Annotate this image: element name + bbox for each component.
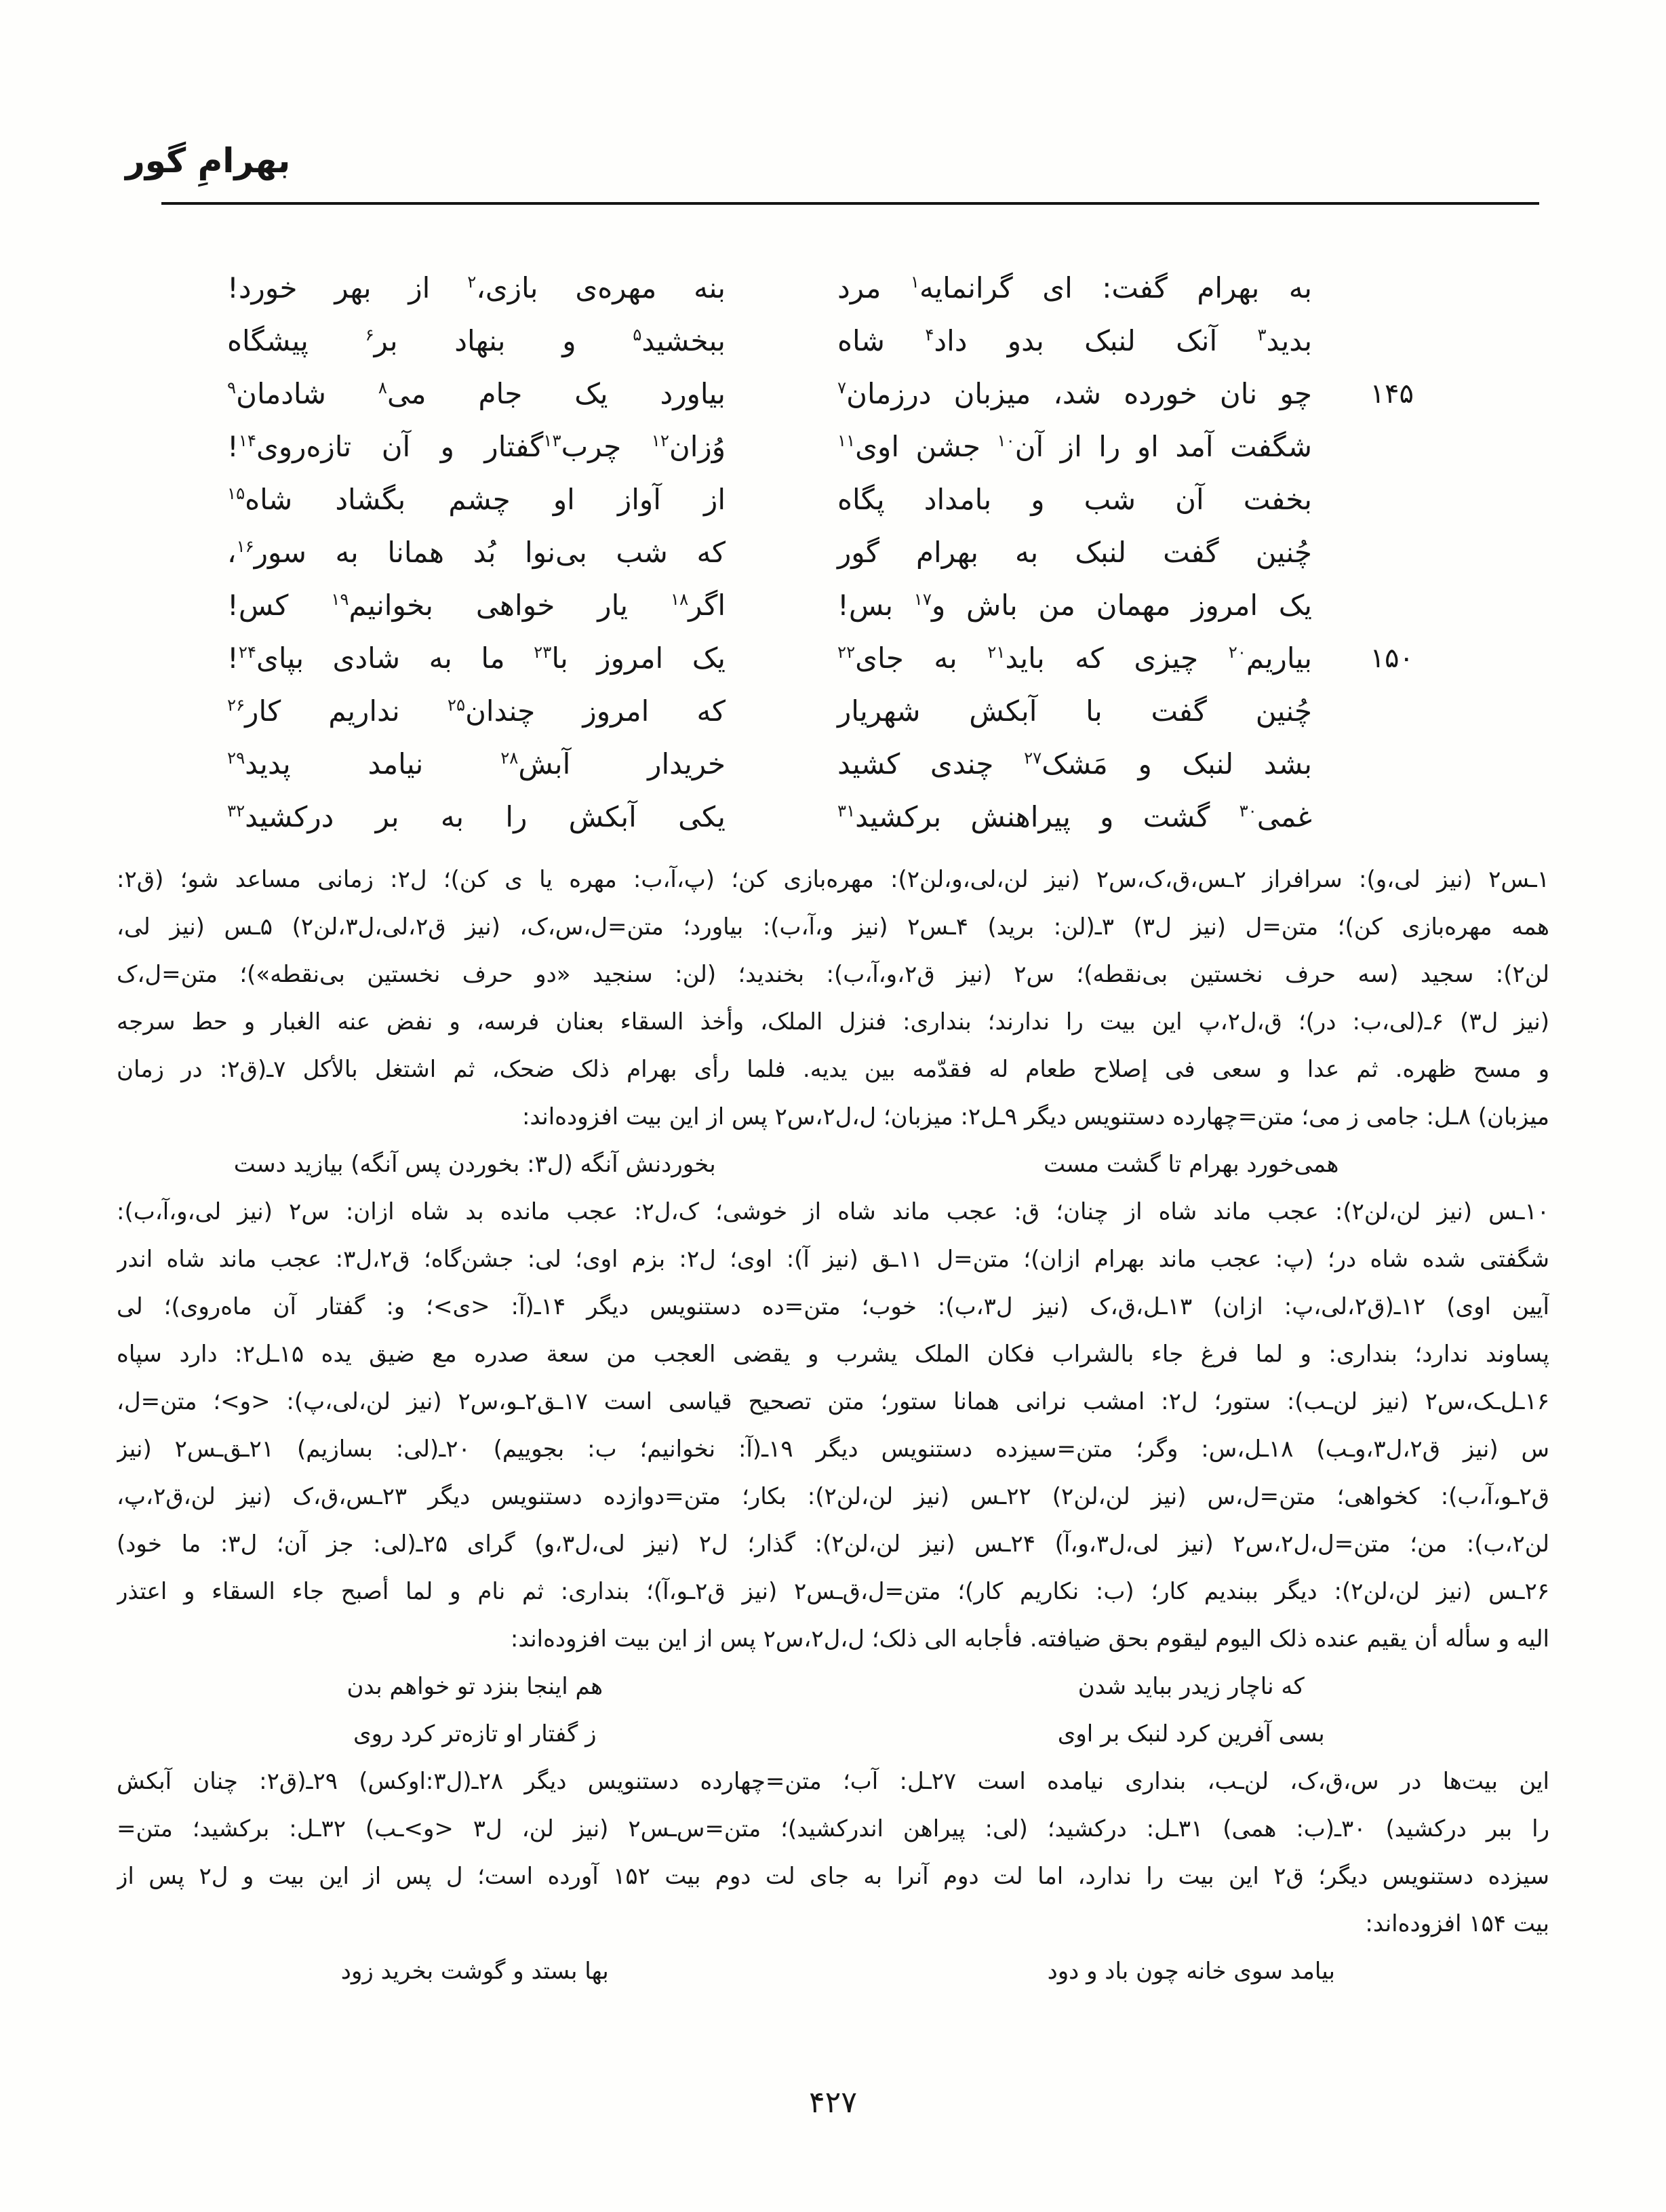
- apparatus-line: آیین اوی) ۱۲ـ(ق۲،لی،پ: ازان) ۱۳ـل،ق،ک (نیز ل۳،ب): خوب؛ متن=ده دستنویس دیگر ۱۴ـ(آ: <ی>؛ و: گفتار آن ماه‌روی)؛ لی: [117, 1293, 1549, 1320]
- apparatus-line: را ببر درکشید) ۳۰ـ(ب: همی) ۳۱ـل: درکشید؛ (لی: پیراهن اندرکشید)؛ متن=س‌ـس۲ (نیز لن، ل۳ <و>ـب) ۳۲ـل: برکشید؛ متن=: [117, 1815, 1549, 1842]
- page-number: ۴۲۷: [809, 2085, 857, 2120]
- header-rule: [161, 202, 1539, 205]
- apparatus-line: ۱۰ـس (نیز لن،لن۲): عجب ماند شاه از چنان؛ ق: عجب ماند شاه از خوشی؛ ک،ل۲: عجب مانده بد شاه ازان: س۲ (نیز لی،و،آ،ب):: [117, 1198, 1549, 1225]
- apparatus-line: الیه و سأله أن یقیم عنده ذلک الیوم لیقوم بحق ضیافته. فأجابه الی ذلک؛ ل،ل۲،س۲ پس از این بیت افزوده‌اند:: [510, 1625, 1549, 1653]
- apparatus-verse-left: بخوردنش آنگه (ل۳: بخوردن پس آنگه) بیازید دست: [233, 1151, 716, 1178]
- apparatus-line: لن۲،ب): من؛ متن=ل،ل۲،س۲ (نیز لی،ل۳،و،آ) ۲۴ـس (نیز لن،لن۲): گذار؛ ل۲ (نیز لی،ل۳،و) گرای ۲۵ـ(لی: جز آن؛ ل۳: ما خود): [117, 1530, 1549, 1558]
- apparatus-verse-right: همی‌خورد بهرام تا گشت مست: [1044, 1151, 1339, 1178]
- apparatus-line: ۱۶ـل‌ـک،س۲ (نیز لن‌ـب): ستور؛ ل۲: امشب نرانی همانا ستور؛ متن تصحیح قیاسی است ۱۷ـق۲ـو،س۲ (نیز لن،لی،پ): <و>؛ متن=ل،: [117, 1388, 1549, 1415]
- apparatus-verse-left: بها بستد و گوشت بخرید زود: [340, 1958, 609, 1985]
- hemistich-left: بیاورد یک جام می$^۸$ شادمان$^۹$: [227, 376, 726, 410]
- apparatus-verse-right: که ناچار زیدر بباید شدن: [1077, 1673, 1305, 1700]
- apparatus-verse-right: بسی آفرین کرد لنبک بر اوی: [1057, 1720, 1325, 1747]
- verse-row: [227, 632, 1414, 685]
- hemistich-right: بشد لنبک و مَشک$^{۲۷}$ چندی کشید: [837, 747, 1312, 781]
- apparatus-inserted-verse: [117, 1141, 1549, 1188]
- apparatus-line: میزبان) ۸ـل: جامی ز می؛ متن=چهارده دستنویس دیگر ۹ـل۲: میزبان؛ ل،ل۲،س۲ پس از این بیت افزوده‌اند:: [521, 1103, 1549, 1130]
- apparatus-inserted-verse: [117, 1663, 1549, 1710]
- verse-row: [227, 368, 1414, 420]
- apparatus-line: ۱ـس۲ (نیز لی،و): سرافراز ۲ـس،ق،ک،س۲ (نیز لن،لی،و،لن۲): مهره‌بازی کن؛ (پ،آ،ب: مهره یا ی کن)؛ ل۲: زمانی مساعد شو؛ (ق۲:: [117, 866, 1549, 893]
- hemistich-left: که شب بی‌نوا بُد همانا به سور$^{۱۶}$،: [227, 535, 726, 569]
- hemistich-right: یک امروز مهمان من باش و$^{۱۷}$ بس!: [837, 588, 1312, 622]
- hemistich-left: یک امروز با$^{۲۳}$ ما به شادی بپای$^{۲۴}$!: [227, 641, 726, 675]
- verse-row: [227, 738, 1414, 791]
- hemistich-right: بدید$^۳$ آنک لنبک بدو داد$^۴$ شاه: [837, 323, 1313, 357]
- apparatus-line: شگفتی شده شاه در؛ (پ: عجب ماند بهرام ازان)؛ متن=ل ۱۱ـق (نیز آ): اوی؛ ل۲: بزم اوی؛ لی: جشن‌گاه؛ ق۲،ل۳: عجب ماند شاه اندر: [117, 1246, 1549, 1273]
- hemistich-left: یکی آبکش را به بر درکشید$^{۳۲}$: [227, 799, 726, 833]
- hemistich-left: که امروز چندان$^{۲۵}$ نداریم کار$^{۲۶}$: [227, 694, 726, 728]
- verse-number: ۱۴۵: [1370, 378, 1414, 410]
- poem-block: [227, 262, 1414, 844]
- apparatus-verse-left: هم اینجا بنزد تو خواهم بدن: [346, 1673, 603, 1700]
- verse-row: [227, 262, 1414, 315]
- verse-number: ۱۵۰: [1370, 643, 1414, 674]
- verse-row: [227, 315, 1414, 368]
- apparatus-line: پساوند ندارد؛ بنداری: و لما فرغ جاء بالشراب فکان الملک یشرب و یقضی العجب من سعة صدره مع ضیق یده ۱۵ـل۲: دارد سپاه: [117, 1341, 1549, 1368]
- hemistich-right: بخفت آن شب و بامداد پگاه: [837, 482, 1312, 516]
- hemistich-right: چُنین گفت با آبکش شهریار: [837, 694, 1312, 728]
- verse-row: [227, 526, 1414, 579]
- apparatus-line: ق۲ـو،آ،ب): کخواهی؛ متن=ل،س (نیز لن،لن۲) ۲۲ـس (نیز لن،لن۲): بکار؛ متن=دوازده دستنویس دیگر ۲۳ـس،ق،ک (نیز لن،ق۲،پ،: [117, 1483, 1549, 1510]
- hemistich-left: ببخشید$^۵$ و بنهاد بر$^۶$ پیشگاه: [227, 323, 726, 357]
- verse-row: [227, 791, 1414, 844]
- apparatus-inserted-verse: [117, 1948, 1549, 1995]
- apparatus-line: سیزده دستنویس دیگر؛ ق۲ این بیت را ندارد، اما لت دوم آنرا به جای لت دوم بیت ۱۵۲ آورده است؛ ل پس از این بیت و ل۲ پس از: [117, 1863, 1549, 1890]
- apparatus-verse-left: ز گفتار او تازه‌تر کرد روی: [353, 1720, 597, 1747]
- verse-row: [227, 420, 1414, 473]
- hemistich-right: چو نان خورده شد، میزبان درزمان$^۷$: [837, 376, 1312, 410]
- hemistich-left: اگر$^{۱۸}$ یار خواهی بخوانیم$^{۱۹}$ کس!: [227, 588, 726, 622]
- hemistich-left: بنه مهره‌ی بازی،$^۲$ از بهر خورد!: [227, 271, 726, 304]
- apparatus-line: همه مهره‌بازی کن)؛ متن=ل (نیز ل۳) ۳ـ(لن: برید) ۴ـس۲ (نیز و،آ،ب): بیاورد؛ متن=ل،س،ک، (نیز ق۲،لی،ل۳،لن۲) ۵ـس (نیز لی،: [117, 913, 1549, 941]
- hemistich-right: غمی$^{۳۰}$ گشت و پیراهنش برکشید$^{۳۱}$: [837, 799, 1312, 833]
- apparatus-line: ۲۶ـس (نیز لن،لن۲): دیگر ببندیم کار؛ (ب: نکاریم کار)؛ متن=ل،ق‌ـس۲ (نیز ق۲ـو،آ)؛ بنداری: ثم نام و لما أصبح جاء السقاء و اعتذر: [117, 1578, 1549, 1605]
- apparatus-line: این بیت‌ها در س،ق،ک، لن‌ـب، بنداری نیامده است ۲۷ـل: آب؛ متن=چهارده دستنویس دیگر ۲۸ـ(ل۳:اوکس) ۲۹ـ(ق۲: چنان آبکش: [117, 1768, 1549, 1795]
- hemistich-right: شگفت آمد او را از آن$^{۱۰}$ جشن اوی$^{۱۱}$: [837, 429, 1312, 463]
- hemistich-left: وُزان$^{۱۲}$ چرب$^{۱۳}$گفتار و آن تازه‌روی$^{۱۴}$!: [227, 429, 726, 463]
- verse-row: [227, 579, 1414, 632]
- running-head-title: بهرامِ گور: [125, 141, 291, 180]
- apparatus-line: بیت ۱۵۴ افزوده‌اند:: [1365, 1910, 1549, 1937]
- apparatus-line: (نیز ل۳) ۶ـ(لی،ب: در)؛ ق،ل۲،پ این بیت را ندارند؛ بنداری: فنزل الملک، وأخذ السقاء بعنان فرسه، و نفض عنه الغبار و حط سرجه: [117, 1008, 1549, 1035]
- apparatus-line: س (نیز ق۲،ل۳،وـب) ۱۸ـل،س: وگر؛ متن=سیزده دستنویس دیگر ۱۹ـ(آ: نخوانیم؛ ب: بجوییم) ۲۰ـ(لی: بسازیم) ۲۱ـق‌ـس۲ (نیز: [117, 1436, 1549, 1463]
- hemistich-right: بیاریم$^{۲۰}$ چیزی که باید$^{۲۱}$ به جای$^{۲۲}$: [837, 641, 1312, 675]
- apparatus-line: لن۲): سجید (سه حرف نخستین بی‌نقطه)؛ س۲ (نیز ق۲،و،آ،ب): بخندید؛ (لن: سنجید «دو حرف نخستین بی‌نقطه»)؛ متن=ل،ک: [117, 961, 1549, 988]
- verse-row: [227, 473, 1414, 526]
- critical-apparatus: [117, 856, 1549, 1995]
- hemistich-right: به بهرام گفت: ای گرانمایه$^۱$ مرد: [837, 271, 1312, 304]
- hemistich-right: چُنین گفت لنبک به بهرام گور: [837, 535, 1312, 569]
- hemistich-left: خریدار آبش$^{۲۸}$ نیامد پدید$^{۲۹}$: [227, 747, 726, 781]
- apparatus-line: و مسح ظهره. ثم عدا و سعی فی إصلاح طعام له فقدّمه بین یدیه. فلما رأی بهرام ذلک ضحک، ثم اشتغل بالأکل ۷ـ(ق۲: در زمان: [117, 1056, 1549, 1083]
- hemistich-left: از آواز او چشم بگشاد شاه$^{۱۵}$: [227, 482, 726, 516]
- apparatus-verse-right: بیامد سوی خانه چون باد و دود: [1047, 1958, 1335, 1985]
- apparatus-inserted-verse: [117, 1710, 1549, 1758]
- verse-row: [227, 685, 1414, 738]
